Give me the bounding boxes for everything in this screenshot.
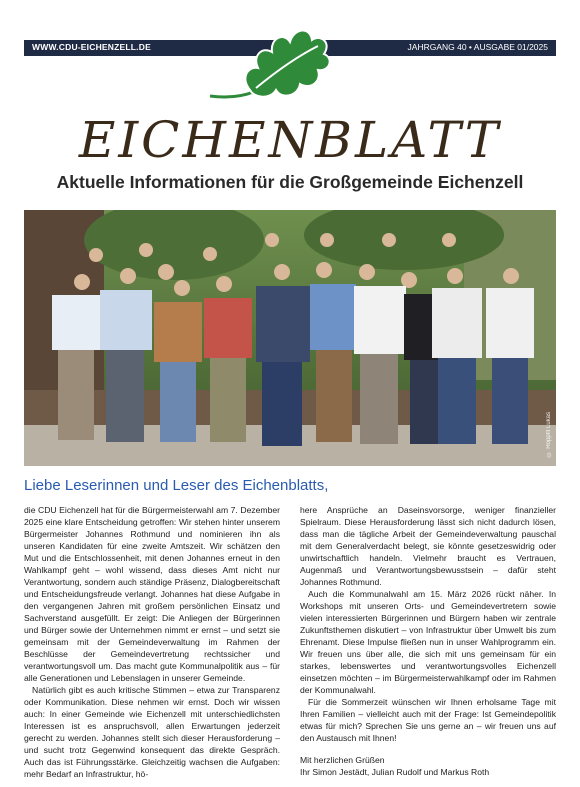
issue-info: JAHRGANG 40 • AUSGABE 01/2025 bbox=[407, 42, 548, 52]
closing-line: Mit herzlichen Grüßen bbox=[300, 755, 385, 765]
newspaper-title: EICHENBLATT bbox=[78, 111, 502, 169]
photo-credit: © Hoppfit Lukas bbox=[546, 411, 552, 456]
group-photo bbox=[24, 210, 556, 466]
article-column-right bbox=[300, 504, 556, 778]
website-url[interactable]: WWW.CDU-EICHENZELL.DE bbox=[32, 42, 151, 52]
newspaper-subtitle: Aktuelle Informationen für die Großgemeinde Eichenzell bbox=[56, 172, 524, 192]
article-column-left bbox=[24, 504, 280, 780]
paragraph: Auch die Kommunalwahl am 15. März 2026 rückt näher. In Workshops mit unseren Orts- und Gemeindevertretern sowie vielen interessierten Bürgerinnen und Bürgern haben wir zentrale Zukunftsthemen diskutiert – von Infrastruktur über Umwelt bis zum Ehrenamt. Diese Impulse fließen nun in unser Wahlprogramm ein. Wir freuen uns über alle, die sich mit uns gemeinsam für ein starkes, lebenswertes und verantwortungsvolles Eichenzell einsetzen möchten – im Bürgermeisterwahlkampf oder im Rahmen der Kommunalwahl. bbox=[300, 589, 556, 695]
oak-leaf-logo bbox=[200, 8, 340, 113]
article-headline: Liebe Leserinnen und Leser des Eichenblatts, bbox=[24, 477, 329, 494]
signatures: Ihr Simon Jestädt, Julian Rudolf und Markus Roth bbox=[300, 767, 490, 777]
paragraph: here Ansprüche an Daseinsvorsorge, weniger finanzieller Spielraum. Diese Herausforderung lässt sich nicht dadurch lösen, dass man die tägliche Arbeit der Gemeindeverwaltung pauschal mit dem Generalverdacht belegt, sie könnte gesetzeswidrig oder unwirtschaftlich handeln. Vielmehr braucht es Vertrauen, Augenmaß und Verantwortungsbewusstsein – dafür steht Johannes Rothmund. bbox=[300, 505, 556, 587]
paragraph: Natürlich gibt es auch kritische Stimmen – etwa zur Transparenz oder Kommunikation. Diese nehmen wir ernst. Doch wir wissen auch: In einer Gemeinde wie Eichenzell mit unterschiedlichsten Interessen ist es anspruchsvoll, allen Erwartungen jederzeit gerecht zu werden. Johannes stellt sich dieser Herausforderung – und sucht trotz Gegenwind konsequent das direkte Gespräch. Auch das ist Führungsstärke. Gleichzeitig wachsen die Aufgaben: mehr Bedarf an Infrastruktur, hö- bbox=[24, 685, 280, 779]
paragraph: Für die Sommerzeit wünschen wir Ihnen erholsame Tage mit Ihren Familien – vielleicht auch mit der Frage: Ist Gemeindepolitik etwas für mich? Sprechen Sie uns gerne an – wir freuen uns auf den Austausch mit Ihnen! bbox=[300, 697, 556, 743]
paragraph: die CDU Eichenzell hat für die Bürgermeisterwahl am 7. Dezember 2025 eine klare Entscheidung getroffen: Wir stehen hinter unserem Bürgermeister Johannes Rothmund und nominieren ihn als unseren Kandidaten für eine zweite Amtszeit. Wir schätzen den Mut und die Entschlossenheit, mit denen Johannes erneut in den Wahlkampf geht – wohl wissend, dass dieses Amt nicht nur Verantwortung, sondern auch ständige Präsenz, Dialogbereitschaft und Entscheidungsfreude verlangt. Johannes hat diese Aufgabe in den vergangenen Jahren mit großem persönlichen Einsatz und Sachverstand ausgefüllt. Er zeigt: Die Anliegen der Bürgerinnen und Bürger sowie der Unternehmen nimmt er ernst – und setzt sie gemeinsam mit der Gemeindeverwaltung im Rahmen der Beschlüsse der Gemeindevertretung rechtssicher und verantwortungsvoll um. Das macht gute Kommunalpolitik aus – für alle Generationen und Lebenslagen in unserer Gemeinde. bbox=[24, 505, 280, 683]
